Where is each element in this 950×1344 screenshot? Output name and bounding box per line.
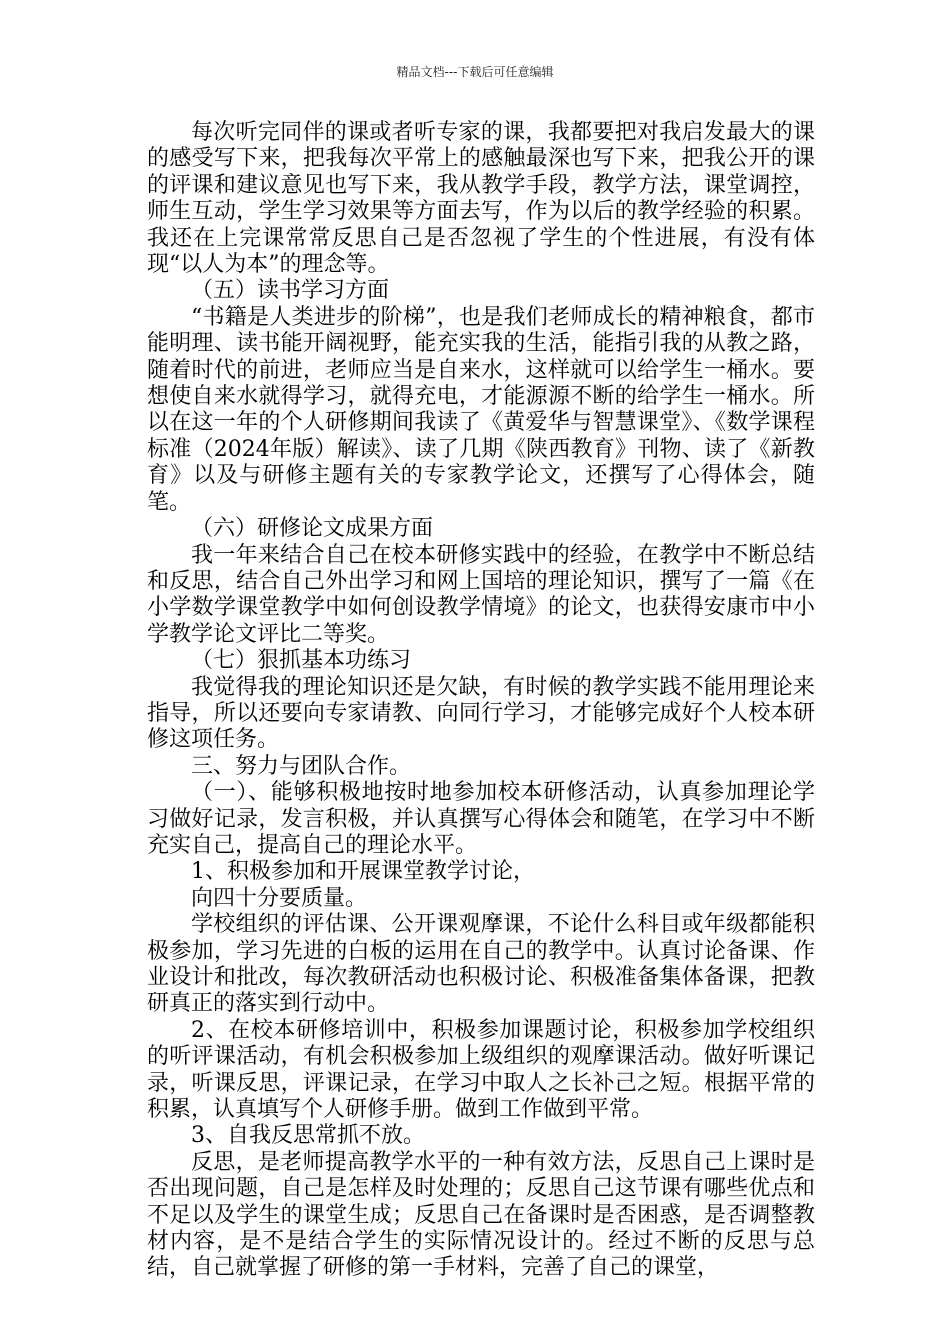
section-heading-papers: （六）研修论文成果方面 xyxy=(191,516,434,542)
paragraph-basic-skills: 我觉得我的理论知识还是欠缺，有时候的教学实践不能用理论来指导，所以还要向专家请教、向同行学习，才能够完成好个人校本研修这项任务。 xyxy=(147,674,815,753)
paragraph-teamwork-one: （一）、能够积极地按时地参加校本研修活动，认真参加理论学习做好记录，发言积极，并认真撰写心得体会和随笔，在学习中不断充实自己，提高自己的理论水平。 xyxy=(147,780,815,858)
subheading-self-reflection: 3、自我反思常抓不放。 xyxy=(191,1123,425,1149)
section-heading-basic-skills: （七）狠抓基本功练习 xyxy=(191,648,412,674)
paragraph-reading: “书籍是人类进步的阶梯”，也是我们老师成长的精神粮食，都市能明理、读书能开阔视野，能充实我的生活，能指引我的从教之路，随着时代的前进，老师应当是自来水，这样就可以给学生一桶水。要想使自来水就得学习，就得充电，才能源源不断的给学生一桶水。所以在这一年的个人研修期间我读了《黄爱华与智慧课堂》、《数学课程标准（2024年版）解读》、读了几期《陕西教育》刊物、读了《新教育》以及与研修主题有关的专家教学论文，还撰写了心得体会，随笔。 xyxy=(147,304,815,515)
paragraph-observation-classes: 学校组织的评估课、公开课观摩课，不论什么科目或年级都能积极参加，学习先进的白板的运用在自己的教学中。认真讨论备课、作业设计和批改，每次教研活动也积极讨论、积极准备集体备课，把教研真正的落实到行动中。 xyxy=(147,912,815,1017)
paragraph-listening-notes: 每次听完同伴的课或者听专家的课，我都要把对我启发最大的课的感受写下来，把我每次平常上的感触最深也写下来，把我公开的课的评课和建议意见也写下来，我从教学手段，教学方法，课堂调控，师生互动，学生学习效果等方面去写，作为以后的教学经验的积累。我还在上完课常常反思自己是否忽视了学生的个性进展，有没有体现“以人为本”的理念等。 xyxy=(147,120,815,278)
document-body xyxy=(147,120,815,1282)
paragraph-reflection: 反思，是老师提高教学水平的一种有效方法，反思自己上课时是否出现问题，自己是怎样及时处理的；反思自己这节课有哪些优点和不足以及学生的课堂生成；反思自己在备课时是否困惑，是否调整教材内容，是不是结合学生的实际情况设计的。经过不断的反思与总结，自己就掌握了研修的第一手材料，完善了自己的课堂， xyxy=(147,1149,815,1281)
paragraph-research-training: 2、在校本研修培训中，积极参加课题讨论，积极参加学校组织的听评课活动，有机会积极参加上级组织的观摩课活动。做好听课记录，听课反思，评课记录，在学习中取人之长补己之短。根据平常的积累，认真填写个人研修手册。做到工作做到平常。 xyxy=(147,1017,815,1123)
section-heading-reading: （五）读书学习方面 xyxy=(191,278,390,304)
page-header: 精品文档---下载后可任意编辑 xyxy=(396,65,554,79)
section-heading-teamwork: 三、努力与团队合作。 xyxy=(191,753,412,779)
paragraph-papers: 我一年来结合自己在校本研修实践中的经验，在教学中不断总结和反思，结合自己外出学习和网上国培的理论知识，撰写了一篇《在小学数学课堂教学中如何创设教学情境》的论文，也获得安康市中小学教学论文评比二等奖。 xyxy=(147,542,815,647)
subheading-classroom-discussion: 1、积极参加和开展课堂教学讨论， xyxy=(191,859,535,885)
subheading-quality: 向四十分要质量。 xyxy=(191,885,368,911)
